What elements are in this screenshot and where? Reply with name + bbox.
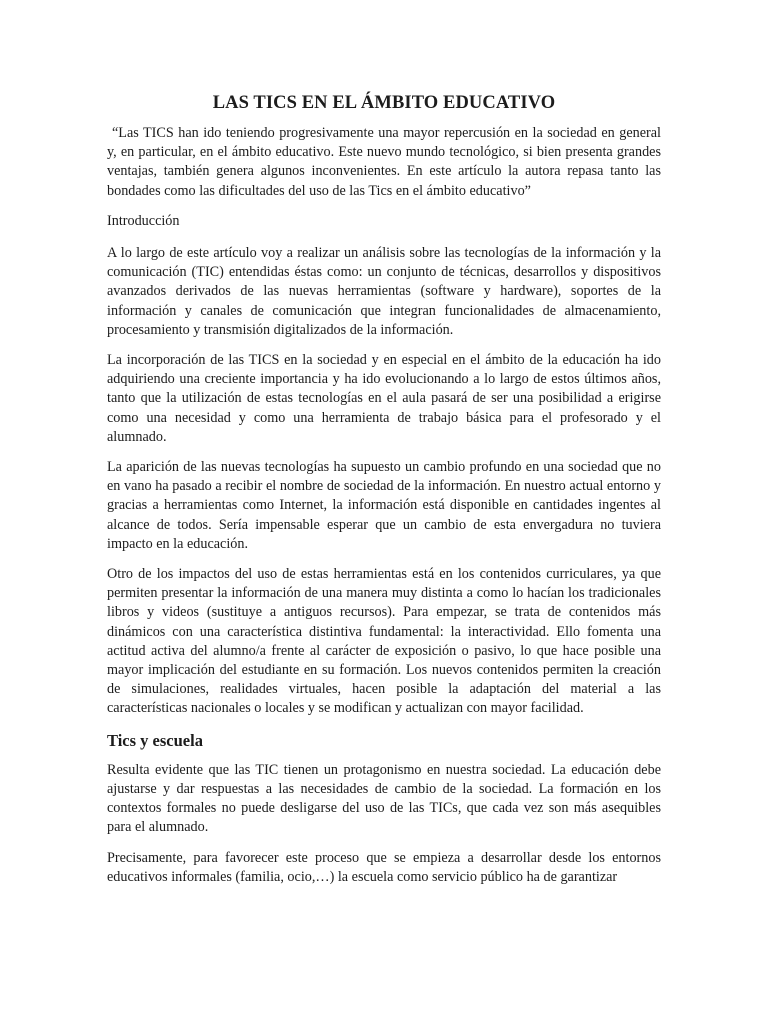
body-paragraph: Otro de los impactos del uso de estas herramientas está en los contenidos curriculares, ya que permiten presentar la información de una manera muy distinta a como lo hacían los tradicionales libros y videos (sustituye a antiguos recursos). Para empezar, se trata de contenidos más dinámicos con una característica distintiva fundamental: la interactividad. Ello fomenta una actitud activa del alumno/a frente al carácter de exposición o pasivo, lo que hace posible una mayor implicación del estudiante en su formación. Los nuevos contenidos permiten la creación de simulaciones, realidades virtuales, hacen posible la adaptación del material a las características nacionales o locales y se modifican y actualizan con mayor facilidad. [107, 566, 661, 717]
document-title: LAS TICS EN EL ÁMBITO EDUCATIVO [212, 93, 556, 113]
section-paragraph: Resulta evidente que las TIC tienen un protagonismo en nuestra sociedad. La educación debe ajustarse y dar respuestas a las necesidades de cambio de la sociedad. La formación en los contextos formales no puede desligarse del uso de las TICs, que cada vez son más asequibles para el alumnado. [107, 761, 661, 836]
body-paragraph: A lo largo de este artículo voy a realizar un análisis sobre las tecnologías de la información y la comunicación (TIC) entendidas éstas como: un conjunto de técnicas, desarrollos y dispositivos avanzados derivados de las nuevas herramientas (software y hardware), soportes de la información y canales de comunicación que integran funcionalidades de almacenamiento, procesamiento y transmisión digitalizados de la información. [107, 245, 661, 338]
body-paragraph: La aparición de las nuevas tecnologías ha supuesto un cambio profundo en una sociedad que no en vano ha pasado a recibir el nombre de sociedad de la información. En nuestro actual entorno y gracias a herramientas como Internet, la información está disponible en cantidades ingentes al alcance de todos. Sería impensable esperar que un cambio de esta envergadura no tuviera impacto en la educación. [107, 459, 661, 552]
abstract-quote: “Las TICS han ido teniendo progresivamente una mayor repercusión en la sociedad en general y, en particular, en el ámbito educativo. Este nuevo mundo tecnológico, si bien presenta grandes ventajas, también genera algunos inconvenientes. En este artículo la autora repasa tanto las bondades como las dificultades del uso de las Tics en el ámbito educativo” [107, 125, 661, 199]
body-paragraph: La incorporación de las TICS en la sociedad y en especial en el ámbito de la educación ha ido adquiriendo una creciente importancia y ha ido evolucionando a lo largo de estos últimos años, tanto que la utilización de estas tecnologías en el aula pasará de ser una posibilidad a erigirse como una necesidad y como una herramienta de trabajo básica para el profesorado y el alumnado. [107, 352, 661, 445]
introduction-heading: Introducción [107, 212, 180, 229]
document-page [107, 90, 661, 898]
section-heading: Tics y escuela [107, 730, 203, 750]
section-paragraph: Precisamente, para favorecer este proceso que se empieza a desarrollar desde los entornos educativos informales (familia, ocio,…) la escuela como servicio público ha de garantizar [107, 849, 661, 885]
